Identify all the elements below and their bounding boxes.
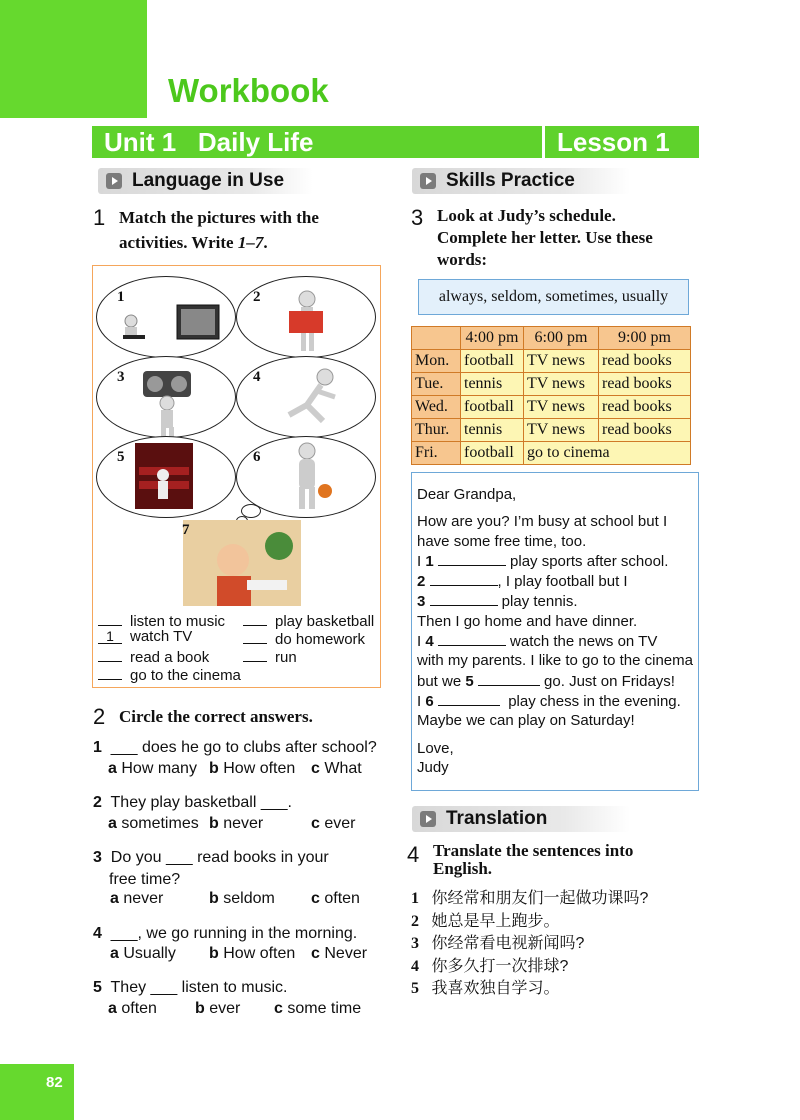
picture-1-bubble bbox=[96, 276, 236, 358]
answer-blank[interactable] bbox=[243, 610, 267, 626]
table-cell: TV news bbox=[524, 350, 599, 373]
section-language-in-use: Language in Use bbox=[98, 168, 313, 194]
picture-matching-box bbox=[92, 265, 381, 688]
picture-number: 1 bbox=[117, 289, 125, 305]
letter-line: with my parents. I like to go to the cinema bbox=[417, 652, 693, 670]
option-c[interactable]: c ever bbox=[311, 815, 356, 832]
option-b[interactable]: b ever bbox=[195, 1000, 241, 1017]
table-cell: football bbox=[461, 442, 524, 465]
option-c[interactable]: c What bbox=[311, 760, 362, 777]
table-row bbox=[412, 442, 691, 465]
letter-blank-1[interactable] bbox=[438, 551, 506, 566]
picture-3-bubble bbox=[96, 356, 236, 438]
table-cell: read books bbox=[599, 373, 691, 396]
picture-number: 5 bbox=[117, 449, 125, 465]
list-item: 1 你经常和朋友们一起做功课吗? bbox=[411, 890, 649, 907]
picture-5-bubble bbox=[96, 436, 236, 518]
exercise-3-number: 3 bbox=[411, 205, 424, 230]
section-skills-practice: Skills Practice bbox=[412, 168, 630, 194]
answer-blank[interactable] bbox=[243, 628, 267, 644]
thought-bubble-dot bbox=[241, 504, 261, 518]
day-cell: Tue. bbox=[412, 373, 461, 396]
play-icon bbox=[420, 173, 436, 189]
exercise-4-instruction: Translate the sentences into English. bbox=[433, 841, 634, 878]
letter-signature: Judy bbox=[417, 758, 449, 776]
exercise-1-instruction: Match the pictures with the activities. Write 1–7. bbox=[119, 208, 319, 252]
letter-line: Then I go home and have dinner. bbox=[417, 612, 638, 630]
header-cell: 6:00 pm bbox=[524, 327, 599, 350]
option-b[interactable]: b How often bbox=[209, 945, 296, 962]
table-cell: TV news bbox=[524, 419, 599, 442]
match-item: go to the cinema bbox=[98, 664, 241, 684]
translation-list bbox=[411, 888, 648, 1001]
day-cell: Fri. bbox=[412, 442, 461, 465]
option-c[interactable]: c Never bbox=[311, 945, 368, 962]
answer-blank[interactable] bbox=[243, 646, 267, 662]
match-item: run bbox=[243, 646, 297, 666]
exercise-2-number: 2 bbox=[93, 704, 106, 729]
letter-line: I 1 play sports after school. bbox=[417, 552, 669, 570]
picture-4-bubble bbox=[236, 356, 376, 438]
match-item: listen to music bbox=[98, 610, 225, 630]
letter-blank-5[interactable] bbox=[478, 671, 540, 686]
table-cell: football bbox=[461, 350, 524, 373]
table-cell: tennis bbox=[461, 419, 524, 442]
table-cell: TV news bbox=[524, 396, 599, 419]
picture-7-homework bbox=[183, 520, 301, 606]
question-4: 4 ___, we go running in the morning. bbox=[93, 925, 358, 942]
letter-line: I 4 watch the news on TV bbox=[417, 633, 658, 651]
letter-blank-2[interactable] bbox=[430, 571, 498, 586]
exercise-2-instruction: Circle the correct answers. bbox=[119, 707, 313, 726]
table-cell: tennis bbox=[461, 373, 524, 396]
option-b[interactable]: b seldom bbox=[209, 890, 275, 907]
letter-box bbox=[411, 472, 699, 791]
homework-picture bbox=[183, 520, 301, 606]
picture-2-bubble bbox=[236, 276, 376, 358]
option-a[interactable]: a sometimes bbox=[108, 815, 199, 832]
letter-line: have some free time, too. bbox=[417, 532, 587, 550]
picture-number: 3 bbox=[117, 369, 125, 385]
table-header-row bbox=[412, 327, 691, 350]
list-item: 5 我喜欢独自学习。 bbox=[411, 980, 560, 997]
schedule-table bbox=[411, 326, 691, 465]
table-row bbox=[412, 396, 691, 419]
table-cell: read books bbox=[599, 419, 691, 442]
letter-greeting: Dear Grandpa, bbox=[417, 486, 517, 503]
option-a[interactable]: a How many bbox=[108, 760, 197, 777]
letter-line: I 6 play chess in the evening. Maybe we can play on Saturday! bbox=[417, 692, 681, 730]
lesson-title: Lesson 1 bbox=[545, 126, 699, 158]
table-row bbox=[412, 373, 691, 396]
option-a[interactable]: a often bbox=[108, 1000, 157, 1017]
table-row bbox=[412, 350, 691, 373]
match-item: read a book bbox=[98, 646, 209, 666]
letter-blank-4[interactable] bbox=[438, 631, 506, 646]
page-number: 82 bbox=[0, 1064, 74, 1120]
option-a[interactable]: a Usually bbox=[110, 945, 176, 962]
list-item: 3 你经常看电视新闻吗? bbox=[411, 935, 585, 952]
day-cell: Thur. bbox=[412, 419, 461, 442]
section-translation: Translation bbox=[412, 806, 630, 832]
play-icon bbox=[420, 811, 436, 827]
table-cell: football bbox=[461, 396, 524, 419]
answer-blank[interactable] bbox=[98, 646, 122, 662]
question-5: 5 They ___ listen to music. bbox=[93, 979, 288, 996]
question-1: 1 ___ does he go to clubs after school? bbox=[93, 739, 377, 756]
match-item: play basketball bbox=[243, 610, 374, 630]
header-empty-cell bbox=[412, 327, 461, 350]
header-cell: 9:00 pm bbox=[599, 327, 691, 350]
option-a[interactable]: a never bbox=[110, 890, 164, 907]
answer-blank[interactable] bbox=[98, 610, 122, 626]
table-cell: TV news bbox=[524, 373, 599, 396]
table-cell: go to cinema bbox=[524, 442, 691, 465]
corner-green-block bbox=[0, 0, 147, 118]
word-box: always, seldom, sometimes, usually bbox=[418, 279, 689, 315]
letter-closing: Love, bbox=[417, 739, 454, 757]
picture-number: 4 bbox=[253, 369, 261, 385]
exercise-3-instruction: Look at Judy’s schedule. Complete her letter. Use these words: bbox=[437, 206, 653, 269]
answer-blank[interactable]: 1 bbox=[98, 628, 122, 644]
letter-line: 2 , I play football but I bbox=[417, 573, 628, 591]
option-c[interactable]: c some time bbox=[274, 1000, 362, 1017]
list-item: 2 她总是早上跑步。 bbox=[411, 912, 560, 930]
letter-line: How are you? I’m busy at school but I bbox=[417, 513, 668, 531]
workbook-title: Workbook bbox=[168, 72, 329, 109]
option-b[interactable]: b How often bbox=[209, 760, 296, 777]
letter-line: 3 play tennis. bbox=[417, 593, 578, 611]
picture-number: 6 bbox=[253, 449, 261, 465]
letter-line: but we 5 go. Just on Fridays! bbox=[417, 672, 675, 690]
day-cell: Mon. bbox=[412, 350, 461, 373]
option-c[interactable]: c often bbox=[311, 890, 360, 907]
option-b[interactable]: b never bbox=[209, 815, 264, 832]
picture-number: 7 bbox=[182, 522, 190, 538]
letter-blank-6[interactable] bbox=[438, 691, 500, 706]
list-item: 4 你多久打一次排球? bbox=[411, 957, 569, 975]
table-cell: read books bbox=[599, 350, 691, 373]
table-cell: read books bbox=[599, 396, 691, 419]
exercise-1-number: 1 bbox=[93, 205, 106, 230]
match-item: 1 watch TV bbox=[98, 628, 192, 645]
table-row bbox=[412, 419, 691, 442]
letter-blank-3[interactable] bbox=[430, 591, 498, 606]
unit-title: Unit 1 Daily Life bbox=[92, 126, 542, 158]
header-cell: 4:00 pm bbox=[461, 327, 524, 350]
day-cell: Wed. bbox=[412, 396, 461, 419]
play-icon bbox=[106, 173, 122, 189]
match-item: do homework bbox=[243, 628, 365, 648]
question-2: 2 They play basketball ___. bbox=[93, 794, 292, 811]
question-3: 3 Do you ___ read books in your free time? bbox=[93, 849, 329, 888]
exercise-4-number: 4 bbox=[407, 842, 420, 867]
answer-blank[interactable] bbox=[98, 664, 122, 680]
picture-number: 2 bbox=[253, 289, 261, 305]
